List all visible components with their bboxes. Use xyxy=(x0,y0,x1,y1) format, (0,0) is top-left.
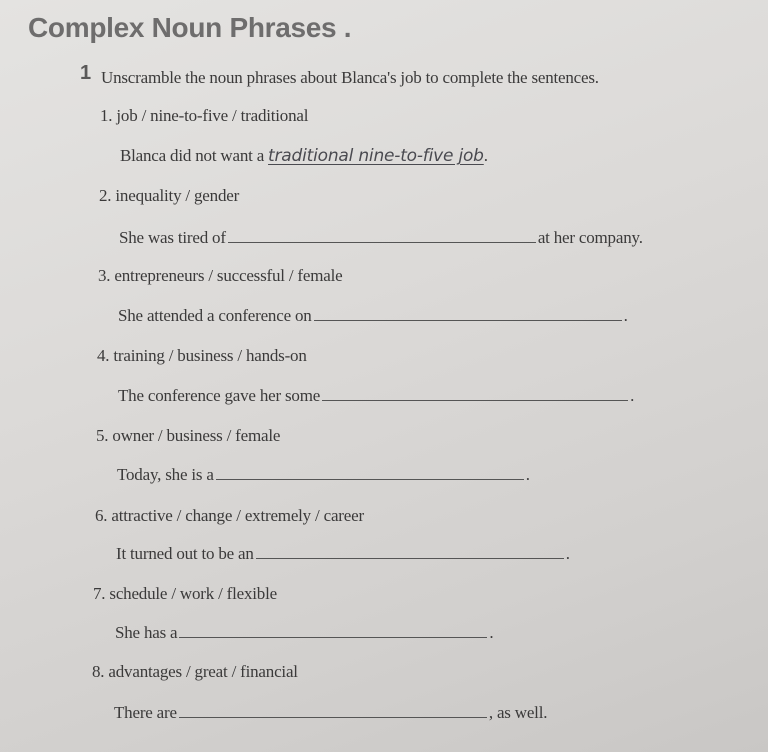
sentence-end: , as well. xyxy=(488,703,548,722)
sentence-end: . xyxy=(630,386,635,405)
sentence-end: . xyxy=(623,306,628,325)
sentence-text: It turned out to be an xyxy=(116,544,254,563)
item-5-sentence xyxy=(117,465,530,485)
answer-blank[interactable] xyxy=(228,228,536,243)
item-4-sentence xyxy=(118,386,634,406)
item-3-prompt: 3. entrepreneurs / successful / female xyxy=(98,266,343,285)
sentence-text: Blanca did not want a xyxy=(120,146,265,165)
item-8-prompt: 8. advantages / great / financial xyxy=(92,662,298,681)
sentence-end: . xyxy=(489,623,494,642)
item-4-prompt: 4. training / business / hands-on xyxy=(97,346,307,365)
item-1-prompt: 1. job / nine-to-five / traditional xyxy=(100,106,309,125)
sentence-end: at her company. xyxy=(537,228,643,247)
exercise-number: 1 xyxy=(80,62,92,84)
answer-blank[interactable] xyxy=(256,544,564,559)
item-1-sentence xyxy=(120,146,488,166)
answer-blank[interactable] xyxy=(179,703,487,718)
sentence-end: . xyxy=(565,544,570,563)
sentence-text: She was tired of xyxy=(119,228,226,247)
item-6-prompt: 6. attractive / change / extremely / career xyxy=(95,506,364,525)
sentence-end: . xyxy=(483,146,488,165)
sentence-text: Today, she is a xyxy=(117,465,214,484)
item-7-sentence xyxy=(115,623,493,643)
item-2-prompt: 2. inequality / gender xyxy=(99,186,240,205)
sentence-text: There are xyxy=(114,703,177,722)
item-3-sentence xyxy=(118,306,628,326)
answer-blank[interactable] xyxy=(322,386,628,401)
page-title: Complex Noun Phrases . xyxy=(28,12,352,43)
sentence-end: . xyxy=(525,465,530,484)
item-7-prompt: 7. schedule / work / flexible xyxy=(93,584,277,603)
sentence-text: She has a xyxy=(115,623,178,642)
answer-blank[interactable] xyxy=(179,623,487,638)
answer-blank[interactable] xyxy=(314,306,622,321)
item-6-sentence xyxy=(116,544,570,564)
sentence-text: She attended a conference on xyxy=(118,306,312,325)
item-2-sentence xyxy=(119,228,643,248)
exercise-instruction: Unscramble the noun phrases about Blanca's job to complete the sentences. xyxy=(101,68,599,87)
item-8-sentence xyxy=(114,703,547,723)
sentence-text: The conference gave her some xyxy=(118,386,321,405)
item-5-prompt: 5. owner / business / female xyxy=(96,426,281,445)
answer-text[interactable]: traditional nine-to-five job xyxy=(268,146,484,166)
answer-blank[interactable] xyxy=(216,465,524,480)
